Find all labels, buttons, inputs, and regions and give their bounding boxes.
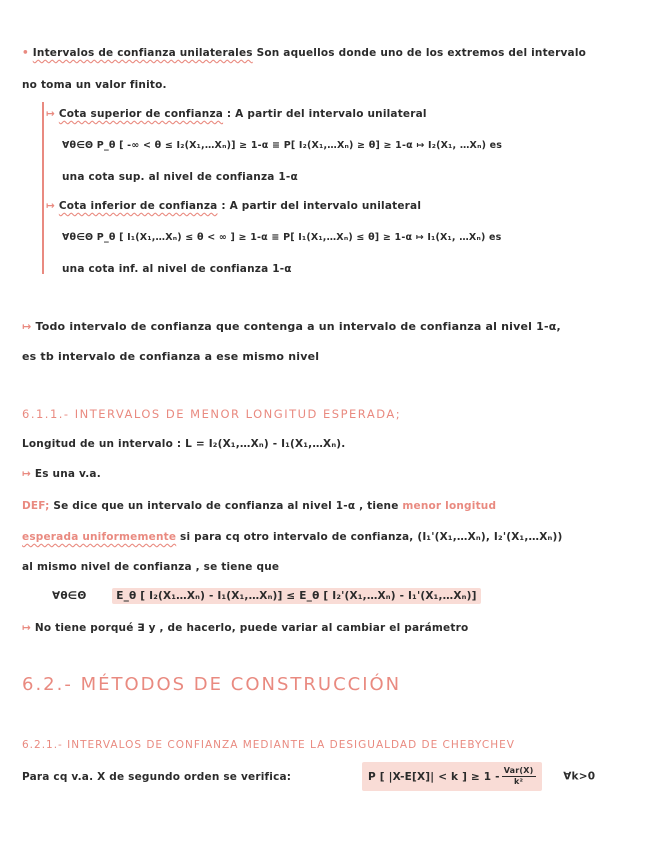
superior-formula: ∀θ∈Θ P_θ [ -∞ < θ ≤ I₂(X₁,…Xₙ)] ≥ 1-α ≡ P[ I₂(X₁,…Xₙ) ≥ θ] ≥ 1-α ↦ I₂(X₁, …Xₙ) es <box>62 140 503 151</box>
chebychev-tail: ∀k>0 <box>563 770 596 783</box>
def-highlight-1: menor longitud <box>402 500 497 512</box>
arrow-icon: ↦ <box>46 200 55 212</box>
term-unilateral: Intervalos de confianza unilaterales <box>32 47 253 59</box>
intro-line-2: no toma un valor finito. <box>22 79 167 91</box>
chebychev-formula-line <box>362 762 595 791</box>
es-va-line <box>22 468 101 480</box>
formula-prefix: ∀θ∈Θ <box>52 590 87 602</box>
chebychev-fraction <box>502 766 536 787</box>
def-text-1: Se dice que un intervalo de confianza al nivel 1-α , tiene <box>53 500 403 512</box>
no-tiene-line <box>22 622 468 634</box>
fraction-denominator: k² <box>513 777 524 786</box>
bracket-bar <box>42 102 44 274</box>
def-highlight-2: esperada uniformemente <box>22 531 177 543</box>
superior-conclusion: una cota sup. al nivel de confianza 1-α <box>62 171 298 183</box>
inferior-desc: : A partir del intervalo unilateral <box>221 200 422 212</box>
def-formula-line <box>52 590 481 602</box>
def-line-3: al mismo nivel de confianza , se tiene que <box>22 561 280 573</box>
superior-title: Cota superior de confianza <box>58 108 224 120</box>
fraction-numerator: Var(X) <box>503 766 534 775</box>
inferior-heading <box>46 200 421 212</box>
intro-line-1 <box>22 47 586 59</box>
inferior-title: Cota inferior de confianza <box>58 200 218 212</box>
intro-rest: Son aquellos donde uno de los extremos del intervalo <box>256 47 587 59</box>
arrow-icon: ↦ <box>22 622 31 634</box>
no-tiene-text: No tiene porqué ∃ y , de hacerlo, puede variar al cambiar el parámetro <box>34 622 469 634</box>
bullet-icon: • <box>22 47 29 59</box>
section-6-2-heading: 6.2.- MÉTODOS DE CONSTRUCCIÓN <box>22 674 402 695</box>
chebychev-formula <box>362 762 542 791</box>
section-6-2-1-heading: 6.2.1.- INTERVALOS DE CONFIANZA MEDIANTE LA DESIGUALDAD DE CHEBYCHEV <box>22 739 515 751</box>
superior-desc: : A partir del intervalo unilateral <box>226 108 427 120</box>
def-text-2: si para cq otro intervalo de confianza, (I₁'(X₁,…Xₙ), I₂'(X₁,…Xₙ)) <box>180 531 563 543</box>
superior-heading <box>46 108 427 120</box>
arrow-icon: ↦ <box>22 468 31 480</box>
todo-line-1 <box>22 320 561 333</box>
chebychev-text: Para cq v.a. X de segundo orden se verifica: <box>22 771 292 783</box>
arrow-icon: ↦ <box>22 320 32 333</box>
inferior-formula: ∀θ∈Θ P_θ [ I₁(X₁,…Xₙ) ≤ θ < ∞ ] ≥ 1-α ≡ P[ I₁(X₁,…Xₙ) ≤ θ] ≥ 1-α ↦ I₁(X₁, …Xₙ) es <box>62 232 502 243</box>
chebychev-main: P [ |X-E[X]| < k ] ≥ 1 - <box>368 770 500 783</box>
def-formula: E_θ [ I₂(X₁…Xₙ) - I₁(X₁,…Xₙ)] ≤ E_θ [ I₂'(X₁,…Xₙ) - I₁'(X₁,…Xₙ)] <box>112 588 480 604</box>
def-line-1 <box>22 500 496 512</box>
longitud-line: Longitud de un intervalo : L = I₂(X₁,…Xₙ) - I₁(X₁,…Xₙ). <box>22 438 346 450</box>
es-va-text: Es una v.a. <box>34 468 101 480</box>
todo-text: Todo intervalo de confianza que contenga a un intervalo de confianza al nivel 1-α, <box>35 320 561 333</box>
def-line-2 <box>22 531 563 543</box>
inferior-conclusion: una cota inf. al nivel de confianza 1-α <box>62 263 292 275</box>
arrow-icon: ↦ <box>46 108 55 120</box>
section-6-1-1-heading: 6.1.1.- INTERVALOS DE MENOR LONGITUD ESPERADA; <box>22 407 402 421</box>
def-label: DEF; <box>22 500 50 512</box>
todo-line-2: es tb intervalo de confianza a ese mismo nivel <box>22 350 320 363</box>
